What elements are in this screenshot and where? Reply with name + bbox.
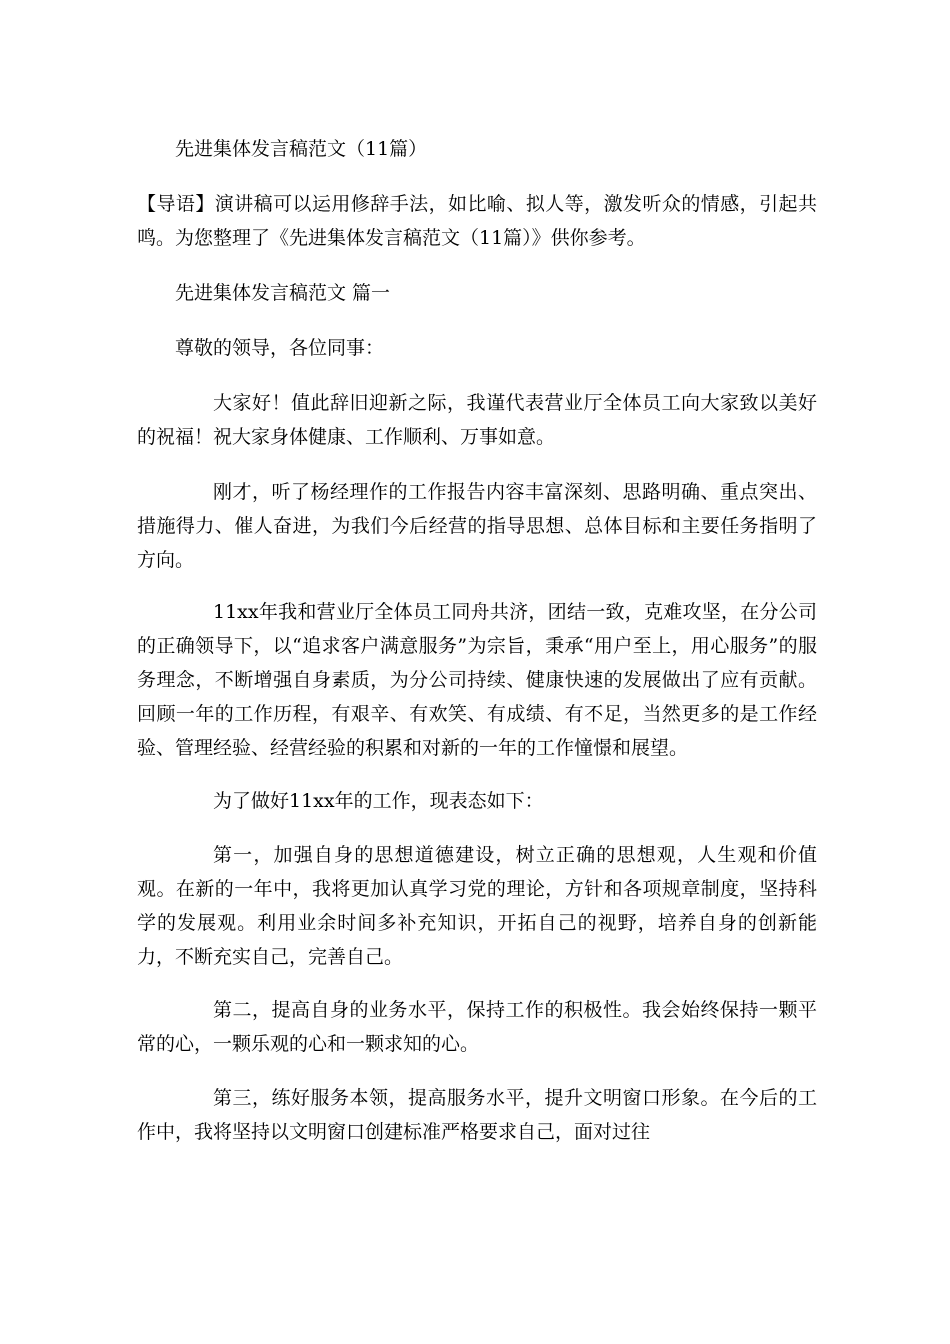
- section-heading: 先进集体发言稿范文 篇一: [175, 282, 391, 304]
- paragraph-review: 11xx年我和营业厅全体员工同舟共济，团结一致，克难攻坚，在分公司的正确领导下，以“追求客户满意服务”为宗旨，秉承“用户至上，用心服务”的服务理念，不断增强自身素质，为分公司持续、健康快速的发展做出了应有贡献。回顾一年的工作历程，有艰辛、有欢笑、有成绩、有不足，当然更多的是工作经验、管理经验、经营经验的积累和对新的一年的工作憧憬和展望。: [137, 601, 817, 759]
- paragraph-point-two: 第二，提高自身的业务水平，保持工作的积极性。我会始终保持一颗平常的心，一颗乐观的心和一颗求知的心。: [137, 999, 817, 1055]
- paragraph-point-three: 第三，练好服务本领，提高服务水平，提升文明窗口形象。在今后的工作中，我将坚持以文明窗口创建标准严格要求自己，面对过往: [137, 1087, 817, 1143]
- salutation: 尊敬的领导，各位同事：: [175, 337, 385, 359]
- document-title: 先进集体发言稿范文（11篇）: [175, 138, 428, 160]
- paragraph-greeting: 大家好！值此辞旧迎新之际，我谨代表营业厅全体员工向大家致以美好的祝福！祝大家身体健康、工作顺利、万事如意。: [137, 392, 817, 448]
- paragraph-report: 刚才，听了杨经理作的工作报告内容丰富深刻、思路明确、重点突出、措施得力、催人奋进，为我们今后经营的指导思想、总体目标和主要任务指明了方向。: [137, 481, 817, 571]
- paragraph-point-one: 第一，加强自身的思想道德建设，树立正确的思想观，人生观和价值观。在新的一年中，我将更加认真学习党的理论，方针和各项规章制度，坚持科学的发展观。利用业余时间多补充知识，开拓自己的视野，培养自身的创新能力，不断充实自己，完善自己。: [137, 844, 817, 968]
- paragraph-statement: 为了做好11xx年的工作，现表态如下：: [213, 790, 544, 812]
- intro-paragraph: 【导语】演讲稿可以运用修辞手法，如比喻、拟人等，激发听众的情感，引起共鸣。为您整理了《先进集体发言稿范文（11篇）》供你参考。: [137, 193, 817, 249]
